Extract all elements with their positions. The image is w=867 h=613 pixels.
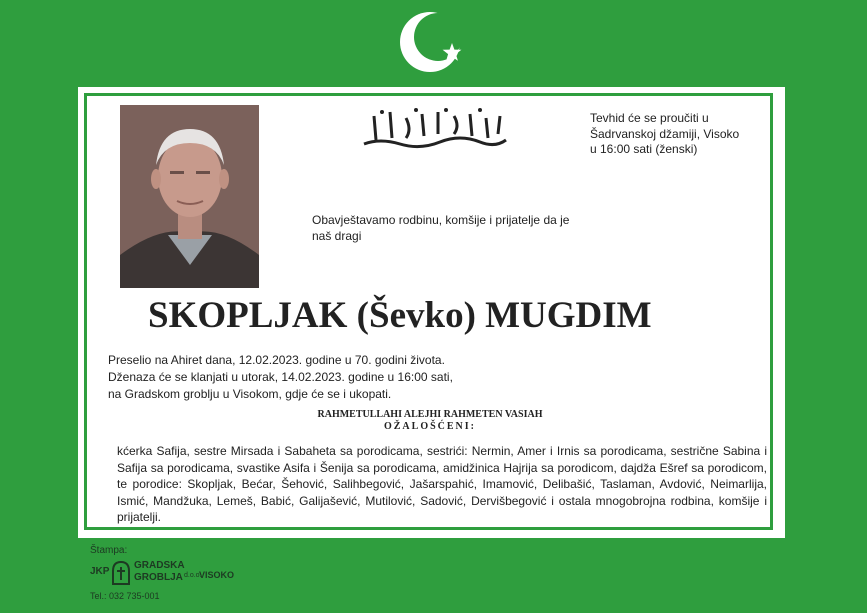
intro-line: Obavještavamo rodbinu, komšije i prijatelje da je	[312, 213, 570, 227]
mourners-list: kćerka Safija, sestre Mirsada i Sabaheta sa porodicama, sestrići: Nermin, Amer i Irnis sa porodicama, sestrične Sabina i Safija sa porodicama, svastike Asifa i Šenija sa porodicama, amidžinica Hajrija sa porodicom, dajdža Ešref sa porodicom, te porodice: Skopljak, Bećar, Šehović, Salihbegović, Jašarspahić, Imamović, Delibašić, Taslaman, Avdović, Neimarlija, Ismić, Mandžuka, Lemeš, Babić, Galijašević, Mutilović, Sadović, Dervišbegović i ostala mnogobrojna rodbina, komšije i prijatelji.	[117, 444, 767, 524]
logo-line: GRADSKA	[134, 560, 185, 571]
tevhid-notice	[590, 111, 765, 158]
details-line: na Gradskom groblju u Visokom, gdje će se i ukopati.	[108, 387, 392, 401]
tevhid-line: Tevhid će se proučiti u	[590, 111, 709, 125]
phone-number: Tel.: 032 735-001	[90, 591, 160, 601]
stamp-label: Štampa:	[90, 545, 128, 556]
arabic-calligraphy	[360, 104, 510, 154]
gradska-groblja-logo-icon	[111, 561, 131, 585]
details-line: Preselio na Ahiret dana, 12.02.2023. godine u 70. godini života.	[108, 353, 445, 367]
tevhid-line: u 16:00 sati (ženski)	[590, 142, 698, 156]
deceased-name: SKOPLJAK (Ševko) MUGDIM	[148, 295, 652, 336]
details-line: Dženaza će se klanjati u utorak, 14.02.2023. godine u 16:00 sati,	[108, 370, 453, 384]
logo-jkp: JKP	[90, 566, 110, 577]
tevhid-line: Šadrvanskoj džamiji, Visoko	[590, 126, 740, 141]
logo-company-name	[134, 560, 185, 584]
funeral-details	[108, 352, 508, 403]
logo-doo: d.o.o.	[184, 572, 202, 579]
logo-city: VISOKO	[199, 570, 235, 580]
deceased-portrait	[120, 105, 259, 288]
intro-line: naš dragi	[312, 229, 362, 243]
intro-text	[312, 212, 602, 244]
rahmet-prayer: RAHMETULLAHI ALEJHI RAHMETEN VASIAH	[317, 409, 543, 420]
logo-line: GROBLJA	[134, 572, 183, 583]
mourners-heading: OŽALOŠĆENI:	[383, 421, 476, 432]
crescent-and-star-icon	[398, 10, 464, 76]
